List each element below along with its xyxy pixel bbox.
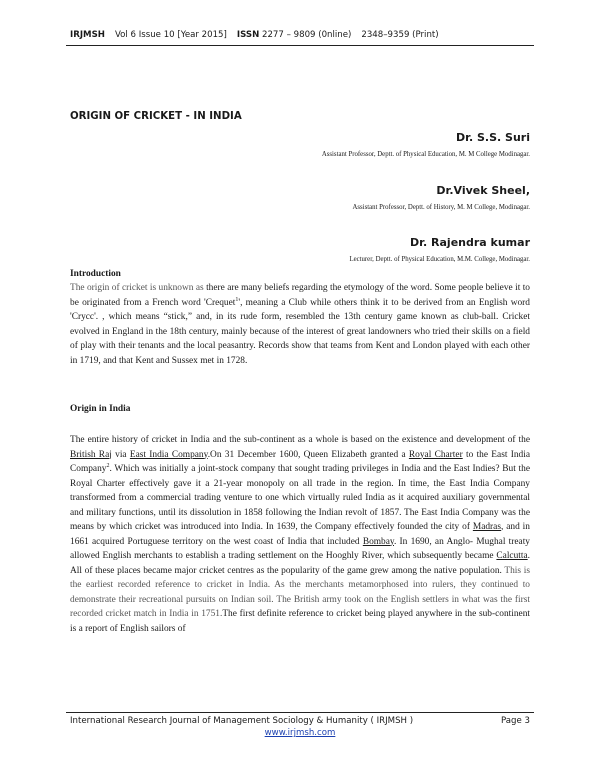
- page-number: Page 3: [500, 716, 530, 726]
- issn-online: 2277 – 9809 (0nline): [262, 30, 352, 40]
- paper-title: ORIGIN OF CRICKET - IN INDIA: [70, 111, 242, 122]
- origin-text-grey: This is the earliest recorded reference to cricket in India. As the merchants metamorphosed into rulers, they continued to demonstrate their recreational pursuits on Indian soil. The British army took on the English settlers in what was the first recorded cricket match in India in 1751.: [70, 565, 530, 619]
- author-affiliation-1: Assistant Professor, Deptt. of Physical Education, M. M College Modinagar.: [321, 151, 530, 158]
- author-affiliation-2: Assistant Professor, Deptt. of History, M. M College, Modinagar.: [352, 204, 530, 211]
- origin-text: , and in 1661 acquired Portuguese territory on the west coast of India that included: [70, 522, 530, 547]
- origin-paragraph: [70, 433, 530, 636]
- origin-heading: Origin in India: [70, 404, 131, 414]
- origin-text: The entire history of cricket in India and the sub-continent as a whole is based on the existence and development of the: [70, 435, 530, 445]
- link-bombay[interactable]: Bombay: [362, 536, 394, 547]
- origin-text: to the East India Company: [70, 449, 530, 474]
- intro-text-c: ', meaning a Club while others think it to be derived from an English word 'Crycc'. , which means “stick,” and, in its rude form, resembled the 13th century game known as club-ball. Cricket evolved in England in the 18th century, mainly because of the interest of great landowners who tried their skills on a field of play with their tenants and the local peasantry. Records show that teams from Kent and London played with each other in 1719, and that Kent and Sussex met in 1728.: [70, 297, 530, 366]
- author-name-3: Dr. Rajendra kumar: [410, 236, 530, 249]
- volume-info: Vol 6 Issue 10 [Year 2015]: [114, 30, 227, 40]
- issn-print: 2348–9359 (Print): [361, 30, 439, 40]
- origin-text: The first definite reference to cricket being played anywhere in the sub-continent is a report of English sailors of: [70, 609, 530, 634]
- author-name-1: Dr. S.S. Suri: [456, 131, 530, 144]
- link-royal-charter[interactable]: Royal Charter: [408, 449, 463, 460]
- footer-journal-name: International Research Journal of Management Sociology & Humanity ( IRJMSH ): [70, 716, 414, 726]
- introduction-paragraph: [70, 281, 530, 368]
- page-footer: [70, 716, 530, 738]
- link-east-india-company[interactable]: East India Company: [129, 449, 208, 460]
- origin-text: . All of these places became major cricket centres as the popularity of the game grew among the native population.: [70, 551, 530, 576]
- origin-text: . Which was initially a joint-stock company that sought trading privileges in India and the East Indies? But the Royal Charter effectively gave it a 21-year monopoly on all trade in the region. In time, the East India Company transformed from a commercial trading venture to one which virtually ruled India as it acquired auxiliary governmental and military functions, until its dissolution in 1858 following the Indian revolt of 1857. The East India Company was the means by which cricket was introduced into India. In 1639, the Company effectively founded the city of: [70, 464, 530, 532]
- journal-abbrev: IRJMSH: [70, 30, 105, 40]
- footnote-ref-1: 1: [235, 296, 239, 303]
- link-calcutta[interactable]: Calcutta: [496, 551, 528, 561]
- footer-rule: [66, 712, 534, 713]
- issn-label: ISSN: [236, 30, 260, 40]
- origin-text: .On 31 December 1600, Queen Elizabeth granted a: [207, 449, 409, 460]
- journal-website-link[interactable]: www.irjmsh.com: [264, 728, 336, 738]
- footnote-ref-2: 2: [106, 462, 110, 469]
- origin-text: . In 1690, an Anglo- Mughal treaty allowed English merchants to establish a trading settlement on the Hooghly River, which subsequently became: [70, 536, 530, 561]
- intro-text-b: there are many beliefs regarding the etymology of the word. Some people believe it to be originated from a French word 'Crequet: [70, 283, 530, 308]
- author-affiliation-3: Lecturer, Deptt. of Physical Education, M.M. College, Modinagar.: [349, 256, 530, 263]
- link-madras[interactable]: Madras: [472, 522, 501, 532]
- link-british-raj[interactable]: British Raj: [70, 449, 112, 460]
- intro-text-a: The origin of cricket is unknown as: [70, 283, 204, 293]
- introduction-heading: Introduction: [70, 269, 121, 279]
- author-name-2: Dr.Vivek Sheel,: [436, 184, 530, 197]
- running-header: [70, 30, 439, 40]
- header-rule: [66, 45, 534, 46]
- origin-text: via: [111, 449, 130, 460]
